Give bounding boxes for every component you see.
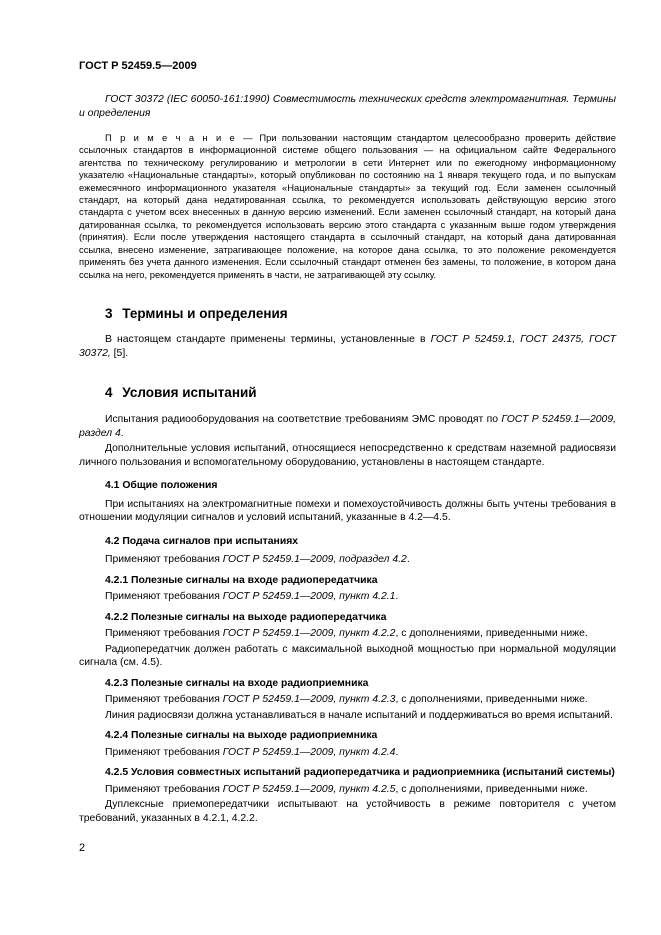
section-3-paragraph: В настоящем стандарте применены термины, установленные в ГОСТ Р 52459.1, ГОСТ 24375, ГОСТ 30372, [5]. bbox=[79, 334, 616, 359]
section-4-2-3-heading: 4.2.3 Полезные сигналы на входе радиоприемника bbox=[105, 677, 369, 689]
section-3-heading: 3 Термины и определения bbox=[105, 305, 288, 321]
section-4-2-3-paragraph-2: Линия радиосвязи должна устанавливаться в начале испытаний и поддерживаться во время испытаний. bbox=[105, 709, 613, 721]
page-content bbox=[79, 93, 616, 825]
section-4-2-1-heading: 4.2.1 Полезные сигналы на входе радиопередатчика bbox=[105, 574, 378, 586]
section-4-heading: 4 Условия испытаний bbox=[105, 385, 257, 401]
section-4-2-4-heading: 4.2.4 Полезные сигналы на выходе радиоприемника bbox=[105, 730, 378, 742]
section-4-2-5-paragraph-2: Дуплексные приемопередатчики испытывают на устойчивость в режиме повторителя с учетом требований, указанных в 4.2.1, 4.2.2. bbox=[79, 799, 616, 824]
section-4-2-3-paragraph-1: Применяют требования ГОСТ Р 52459.1—2009, пункт 4.2.3, с дополнениями, приведенными ниже. bbox=[105, 694, 588, 706]
note-paragraph bbox=[79, 132, 616, 281]
section-4-1-heading: 4.1 Общие положения bbox=[105, 480, 218, 492]
section-4-2-heading: 4.2 Подача сигналов при испытаниях bbox=[105, 535, 299, 547]
note-text: При пользовании настоящим стандартом целесообразно проверить действие ссылочных стандартов в информационной системе общего пользования — на официальном сайте Федерального агентства по техническому регулированию и метрологии в сети Интернет или по ежегодному информационному указателю «Национальные стандарты», который опубликован по состоянию на 1 января текущего года, и по выпускам ежемесячного информационного указателя «Национальные стандарты» за текущий год. Если заменен ссылочный стандарт, на который дана недатированная ссылка, то рекомендуется использовать действующую версию этого стандарта с учетом всех внесенных в данную версию изменений. Если заменен ссылочный стандарт, на который дана датированная ссылка, то рекомендуется использовать версию этого стандарта с указанным выше годом утверждения (принятия). Если после утверждения настоящего стандарта в ссылочный стандарт, на который дана датированная ссылка, внесено изменение, затрагивающее положение, на которое дана ссылка, то это положение рекомендуется применять без учета данного изменения. Если ссылочный стандарт отменен без замены, то положение, в котором дана ссылка на него, рекомендуется применять в части, не затрагивающей эту ссылку. bbox=[79, 132, 617, 280]
section-4-2-2-paragraph-1: Применяют требования ГОСТ Р 52459.1—2009, пункт 4.2.2, с дополнениями, приведенными ниже. bbox=[105, 628, 588, 640]
page-number: 2 bbox=[79, 842, 86, 854]
section-4-2-5-paragraph-1: Применяют требования ГОСТ Р 52459.1—2009, пункт 4.2.5, с дополнениями, приведенными ниже. bbox=[105, 783, 588, 795]
section-4-2-4-paragraph: Применяют требования ГОСТ Р 52459.1—2009, пункт 4.2.4. bbox=[105, 746, 399, 758]
section-4-2-2-heading: 4.2.2 Полезные сигналы на выходе радиопередатчика bbox=[105, 611, 387, 623]
section-4-2-1-paragraph: Применяют требования ГОСТ Р 52459.1—2009, пункт 4.2.1. bbox=[105, 591, 399, 603]
referenced-standard: ГОСТ 30372 (IEC 60050-161:1990) Совместимость технических средств электромагнитная. Термины и определения bbox=[79, 94, 616, 119]
section-4-2-paragraph: Применяют требования ГОСТ Р 52459.1—2009, подраздел 4.2. bbox=[105, 554, 410, 566]
section-4-2-5-heading: 4.2.5 Условия совместных испытаний радиопередатчика и радиоприемника (испытаний системы) bbox=[105, 767, 615, 779]
running-header: ГОСТ Р 52459.5—2009 bbox=[79, 60, 197, 72]
note-label: П р и м е ч а н и е — bbox=[105, 132, 254, 144]
section-4-paragraph-2: Дополнительные условия испытаний, относящиеся непосредственно к средствам наземной радиосвязи личного пользования и вспомогательному оборудованию, установлены в настоящем стандарте. bbox=[79, 443, 616, 468]
section-4-2-2-paragraph-2: Радиопередатчик должен работать с максимальной выходной мощностью при нормальной модуляции сигнала (см. 4.5). bbox=[79, 643, 616, 669]
section-4-paragraph-1: Испытания радиооборудования на соответствие требованиям ЭМС проводят по ГОСТ Р 52459.1—2009, раздел 4. bbox=[79, 414, 616, 439]
section-4-1-paragraph: При испытаниях на электромагнитные помехи и помехоустойчивость должны быть учтены требования в отношении модуляции сигналов и условий испытаний, указанные в 4.2—4.5. bbox=[79, 498, 616, 524]
